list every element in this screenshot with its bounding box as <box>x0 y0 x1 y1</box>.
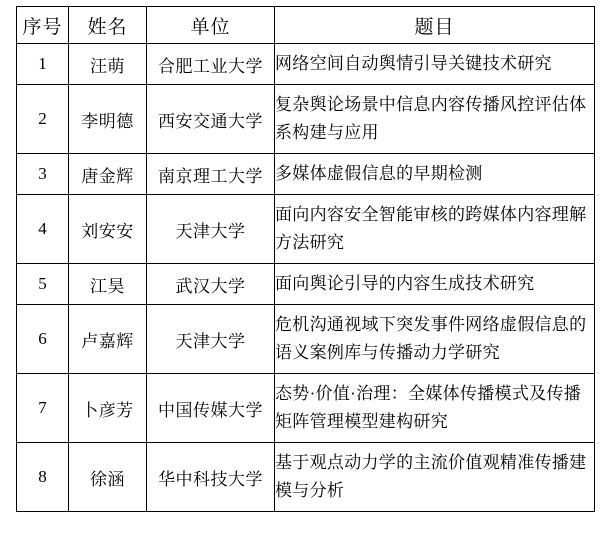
cell-org: 南京理工大学 <box>147 154 275 195</box>
cell-index: 7 <box>17 374 69 443</box>
column-header-org: 单位 <box>147 7 275 44</box>
cell-index: 6 <box>17 305 69 374</box>
cell-index: 3 <box>17 154 69 195</box>
cell-org: 西安交通大学 <box>147 85 275 154</box>
table-row <box>17 154 595 195</box>
cell-index: 8 <box>17 443 69 512</box>
column-header-index: 序号 <box>17 7 69 44</box>
table-row <box>17 374 595 443</box>
table-row <box>17 305 595 374</box>
table-row <box>17 264 595 305</box>
table-row <box>17 443 595 512</box>
cell-title: 多媒体虚假信息的早期检测 <box>275 154 595 195</box>
cell-title: 态势·价值·治理：全媒体传播模式及传播矩阵管理模型建构研究 <box>275 374 595 443</box>
cell-org: 天津大学 <box>147 305 275 374</box>
cell-title: 危机沟通视域下突发事件网络虚假信息的语义案例库与传播动力学研究 <box>275 305 595 374</box>
cell-org: 合肥工业大学 <box>147 44 275 85</box>
cell-title: 基于观点动力学的主流价值观精准传播建模与分析 <box>275 443 595 512</box>
cell-name: 徐涵 <box>69 443 147 512</box>
cell-name: 唐金辉 <box>69 154 147 195</box>
table-body <box>17 44 595 512</box>
cell-name: 汪萌 <box>69 44 147 85</box>
table-header <box>17 7 595 44</box>
cell-org: 天津大学 <box>147 195 275 264</box>
cell-org: 中国传媒大学 <box>147 374 275 443</box>
column-header-name: 姓名 <box>69 7 147 44</box>
cell-name: 刘安安 <box>69 195 147 264</box>
cell-index: 2 <box>17 85 69 154</box>
cell-name: 江昊 <box>69 264 147 305</box>
cell-title: 面向内容安全智能审核的跨媒体内容理解方法研究 <box>275 195 595 264</box>
table-row <box>17 85 595 154</box>
table-row <box>17 195 595 264</box>
column-header-title: 题目 <box>275 7 595 44</box>
document-page <box>0 6 614 547</box>
cell-title: 面向舆论引导的内容生成技术研究 <box>275 264 595 305</box>
cell-org: 武汉大学 <box>147 264 275 305</box>
cell-index: 4 <box>17 195 69 264</box>
cell-name: 卢嘉辉 <box>69 305 147 374</box>
header-row <box>17 7 595 44</box>
cell-index: 5 <box>17 264 69 305</box>
cell-name: 李明德 <box>69 85 147 154</box>
cell-title: 网络空间自动舆情引导关键技术研究 <box>275 44 595 85</box>
cell-index: 1 <box>17 44 69 85</box>
table-row <box>17 44 595 85</box>
cell-name: 卜彦芳 <box>69 374 147 443</box>
cell-org: 华中科技大学 <box>147 443 275 512</box>
cell-title: 复杂舆论场景中信息内容传播风控评估体系构建与应用 <box>275 85 595 154</box>
roster-table <box>16 6 595 512</box>
